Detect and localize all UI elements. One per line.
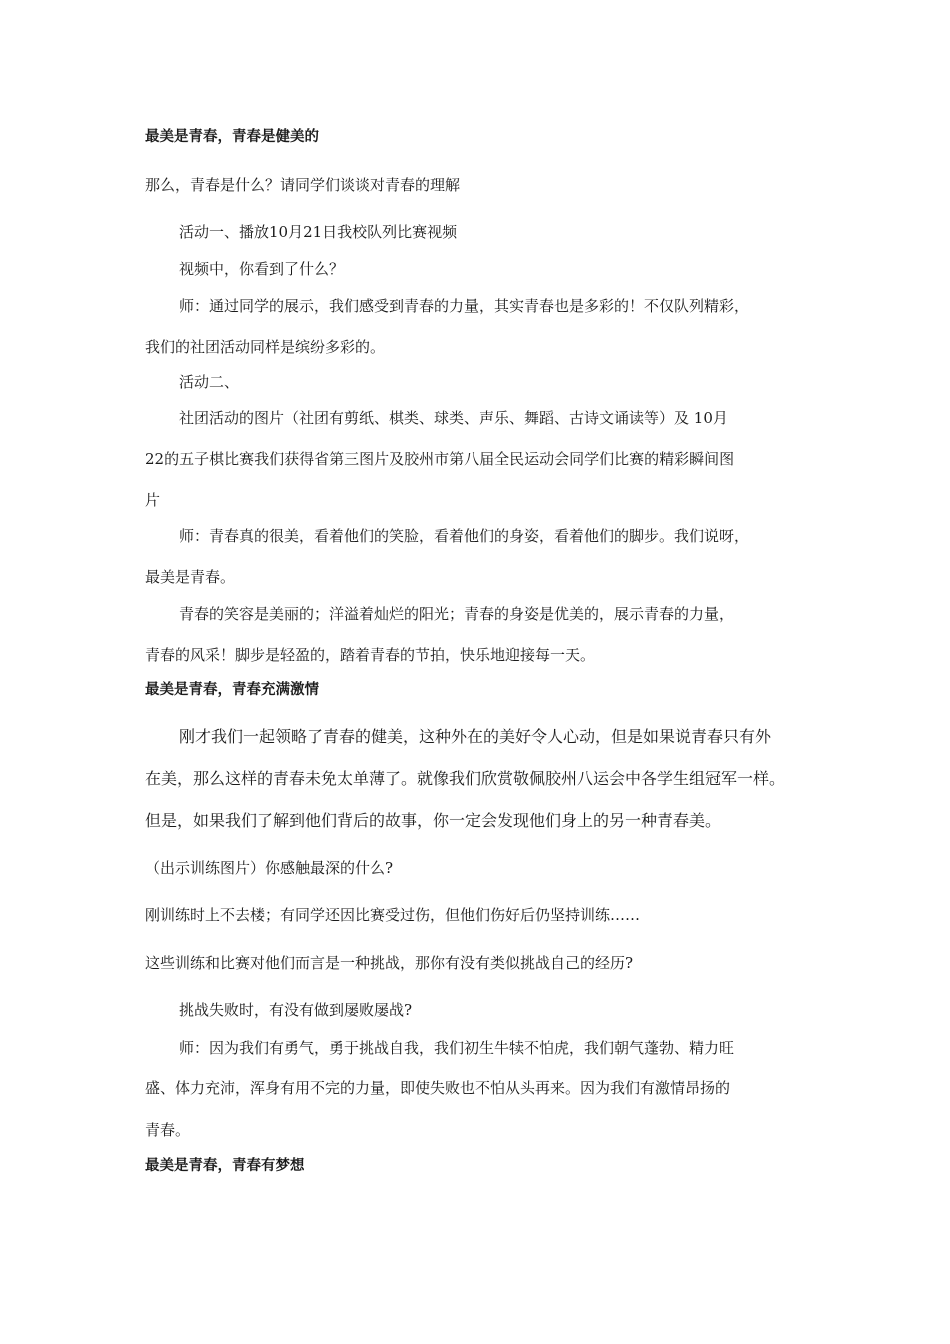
paragraph-line: 师：青春真的很美，看着他们的笑脸，看着他们的身姿，看着他们的脚步。我们说呀，: [179, 527, 750, 545]
paragraph-line: 刚才我们一起领略了青春的健美，这种外在的美好令人心动，但是如果说青春只有外: [179, 727, 772, 746]
paragraph-line: 青春。: [145, 1121, 191, 1139]
paragraph-line: 但是，如果我们了解到他们背后的故事，你一定会发现他们身上的另一种青春美。: [145, 811, 722, 830]
paragraph-line: 活动二、: [179, 373, 240, 391]
paragraph-line: 青春的风采！脚步是轻盈的，踏着青春的节拍，快乐地迎接每一天。: [145, 646, 596, 664]
paragraph-line: 师：通过同学的展示，我们感受到青春的力量，其实青春也是多彩的！不仅队列精彩，: [179, 297, 750, 315]
paragraph-line: 视频中，你看到了什么？: [179, 260, 345, 278]
paragraph-line: 挑战失败时，有没有做到屡败屡战?: [179, 1001, 413, 1019]
paragraph-line: 那么，青春是什么？请同学们谈谈对青春的理解: [145, 176, 461, 194]
section-heading: 最美是青春，青春有梦想: [145, 1158, 305, 1174]
paragraph-line: 青春的笑容是美丽的；洋溢着灿烂的阳光；青春的身姿是优美的，展示青春的力量，: [179, 605, 735, 623]
paragraph-line: 最美是青春。: [145, 568, 236, 586]
paragraph-line: 片: [145, 491, 161, 509]
paragraph-line: 我们的社团活动同样是缤纷多彩的。: [145, 338, 386, 356]
paragraph-line: （出示训练图片）你感触最深的什么?: [145, 859, 394, 877]
paragraph-line: 师：因为我们有勇气，勇于挑战自我，我们初生牛犊不怕虎，我们朝气蓬勃、精力旺: [179, 1039, 735, 1057]
paragraph-line: 活动一、播放10月21日我校队列比赛视频: [179, 223, 458, 241]
paragraph-line: 在美，那么这样的青春未免太单薄了。就像我们欣赏敬佩胶州八运会中各学生组冠军一样。: [145, 769, 786, 788]
paragraph-line: 社团活动的图片（社团有剪纸、棋类、球类、声乐、舞蹈、古诗文诵读等）及 10月: [179, 409, 728, 427]
section-heading: 最美是青春，青春是健美的: [145, 129, 319, 145]
paragraph-line: 刚训练时上不去楼；有同学还因比赛受过伤，但他们伤好后仍坚持训练……: [145, 906, 641, 924]
paragraph-line: 这些训练和比赛对他们而言是一种挑战，那你有没有类似挑战自己的经历?: [145, 954, 634, 972]
paragraph-line: 盛、体力充沛，浑身有用不完的力量，即使失败也不怕从头再来。因为我们有激情昂扬的: [145, 1079, 731, 1097]
section-heading: 最美是青春，青春充满激情: [145, 682, 319, 698]
paragraph-line: 22的五子棋比赛我们获得省第三图片及胶州市第八届全民运动会同学们比赛的精彩瞬间图: [145, 450, 735, 468]
